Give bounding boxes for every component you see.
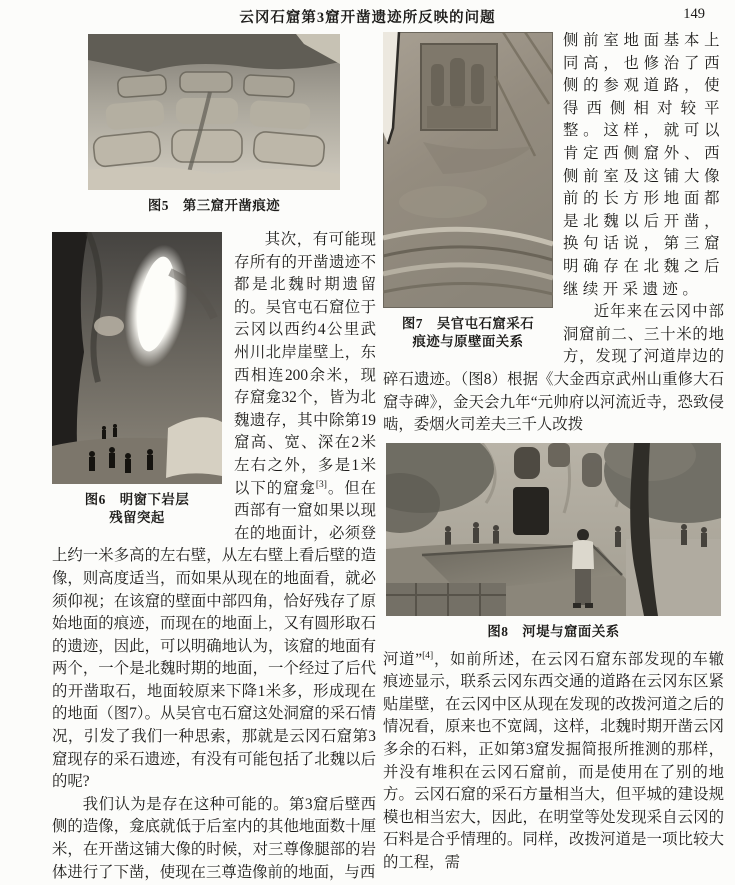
figure8-photo <box>386 443 721 616</box>
figure-8 <box>386 443 721 641</box>
figure-6 <box>52 232 222 527</box>
figure6-photo <box>52 232 222 484</box>
left-paragraph-1-cont: 。但在西部有一窟如果以现在的地面计，必须登上约一米多高的左右壁，从左右壁上看后壁的造像，则高度适当，而如果从现在的地面看，就必须仰视；在该窟的壁面中部四角，恰好残存了原始地面的痕迹，而现在的地面上，又有圆形取石的遗迹，因此，可以明确地认为，该窟的地面有两个，一个是北魏时期的地面，一个经过了后代的开凿取石，地面较原来下降1米多，形成现在的地面（图7）。从吴官屯石窟这处洞窟的采石情况，引发了我们一种思索，那就是云冈石窟第3窟现存的采石遗迹，有没有可能包括了北魏以后的呢? <box>52 479 376 791</box>
left-paragraph-2: 我们认为是存在这种可能的。第3窟后壁西侧的造像，龛底就低于后室内的其他地面数十厘米，在开凿这铺大像的时候，对三尊像腿部的岩体进行了下凿，使现在三尊造像前的地面，与西 <box>52 795 376 881</box>
page-number: 149 <box>683 6 705 22</box>
figure6-caption-line2: 残留突起 <box>109 510 165 525</box>
right-paragraph-3-cont: ，如前所述，在云冈石窟东部发现的车辙痕迹显示，联系云冈东西交通的道路在云冈东区紧贴崖壁，在云冈中区从现在发现的改拨河道之后的情况看，原来也不宽阔，这样，北魏时期开凿云冈多余的石料，正如第3窟发掘简报所推测的那样，并没有堆积在云冈石窟前，而是使用在了别的地方。云冈石窟的采石方量相当大，但平城的建设规模也相当宏大，因此，在明堂等处发现采自云冈的石料是合乎情理的。同样，改拨河道是一项比较大的工程，需 <box>383 650 724 872</box>
figure5-photo <box>88 34 340 190</box>
right-column <box>383 30 724 875</box>
figure-7 <box>383 32 553 351</box>
figure6-caption-line1: 图6 明窗下岩层 <box>84 492 190 507</box>
right-paragraph-3 <box>383 649 724 875</box>
right-paragraph-2: 近年来在云冈中部洞窟前二、三十米的地方，发现了河道岸边的碎石遗迹。（图8）根据《大金西京武州山重修大石窟寺碑》，金天会九年“元帅府以河流近寺，恐致侵啮，委烟火司差夫三千人改拨 <box>383 303 724 434</box>
figure6-caption <box>52 491 222 527</box>
left-text-flow <box>52 229 376 884</box>
figure7-caption-line1: 图7 吴官屯石窟采石 <box>401 316 535 331</box>
figure-5 <box>88 34 340 215</box>
figure8-caption: 图8 河堤与窟面关系 <box>487 623 620 639</box>
right-paragraph-3-text: 河道” <box>383 650 423 668</box>
footnote-ref-4: [4] <box>422 650 434 661</box>
figure5-caption: 图5 第三窟开凿痕迹 <box>147 198 281 213</box>
right-text-flow <box>383 30 724 437</box>
left-column <box>52 30 376 884</box>
footnote-ref-3: [3] <box>315 479 327 490</box>
figure7-caption-line2: 痕迹与原壁面关系 <box>412 334 524 349</box>
figure7-caption <box>383 315 553 351</box>
left-paragraph-1-text: 其次，有可能现存所有的开凿遗迹不都是北魏时期遗留的。吴官屯石窟位于云冈以西约4公里武州川北岸崖壁上，东西相连200余米，现存窟龛32个，皆为北魏遗存，其中除第19窟高、宽、深在2米左右之外，多是1米以下的窟龛 <box>234 231 376 497</box>
right-paragraph-1: 侧前室地面基本上同高，也修治了西侧的参观道路，使得西侧相对较平整。这样，就可以肯定西侧窟外、西侧前室及这铺大像前的长方形地面都是北魏以后开凿，换句话说，第三窟明确存在北魏之后继续开采遗迹。 <box>563 32 724 298</box>
page-title: 云冈石窟第3窟开凿遗迹所反映的问题 <box>239 10 496 26</box>
figure7-photo <box>383 32 553 308</box>
